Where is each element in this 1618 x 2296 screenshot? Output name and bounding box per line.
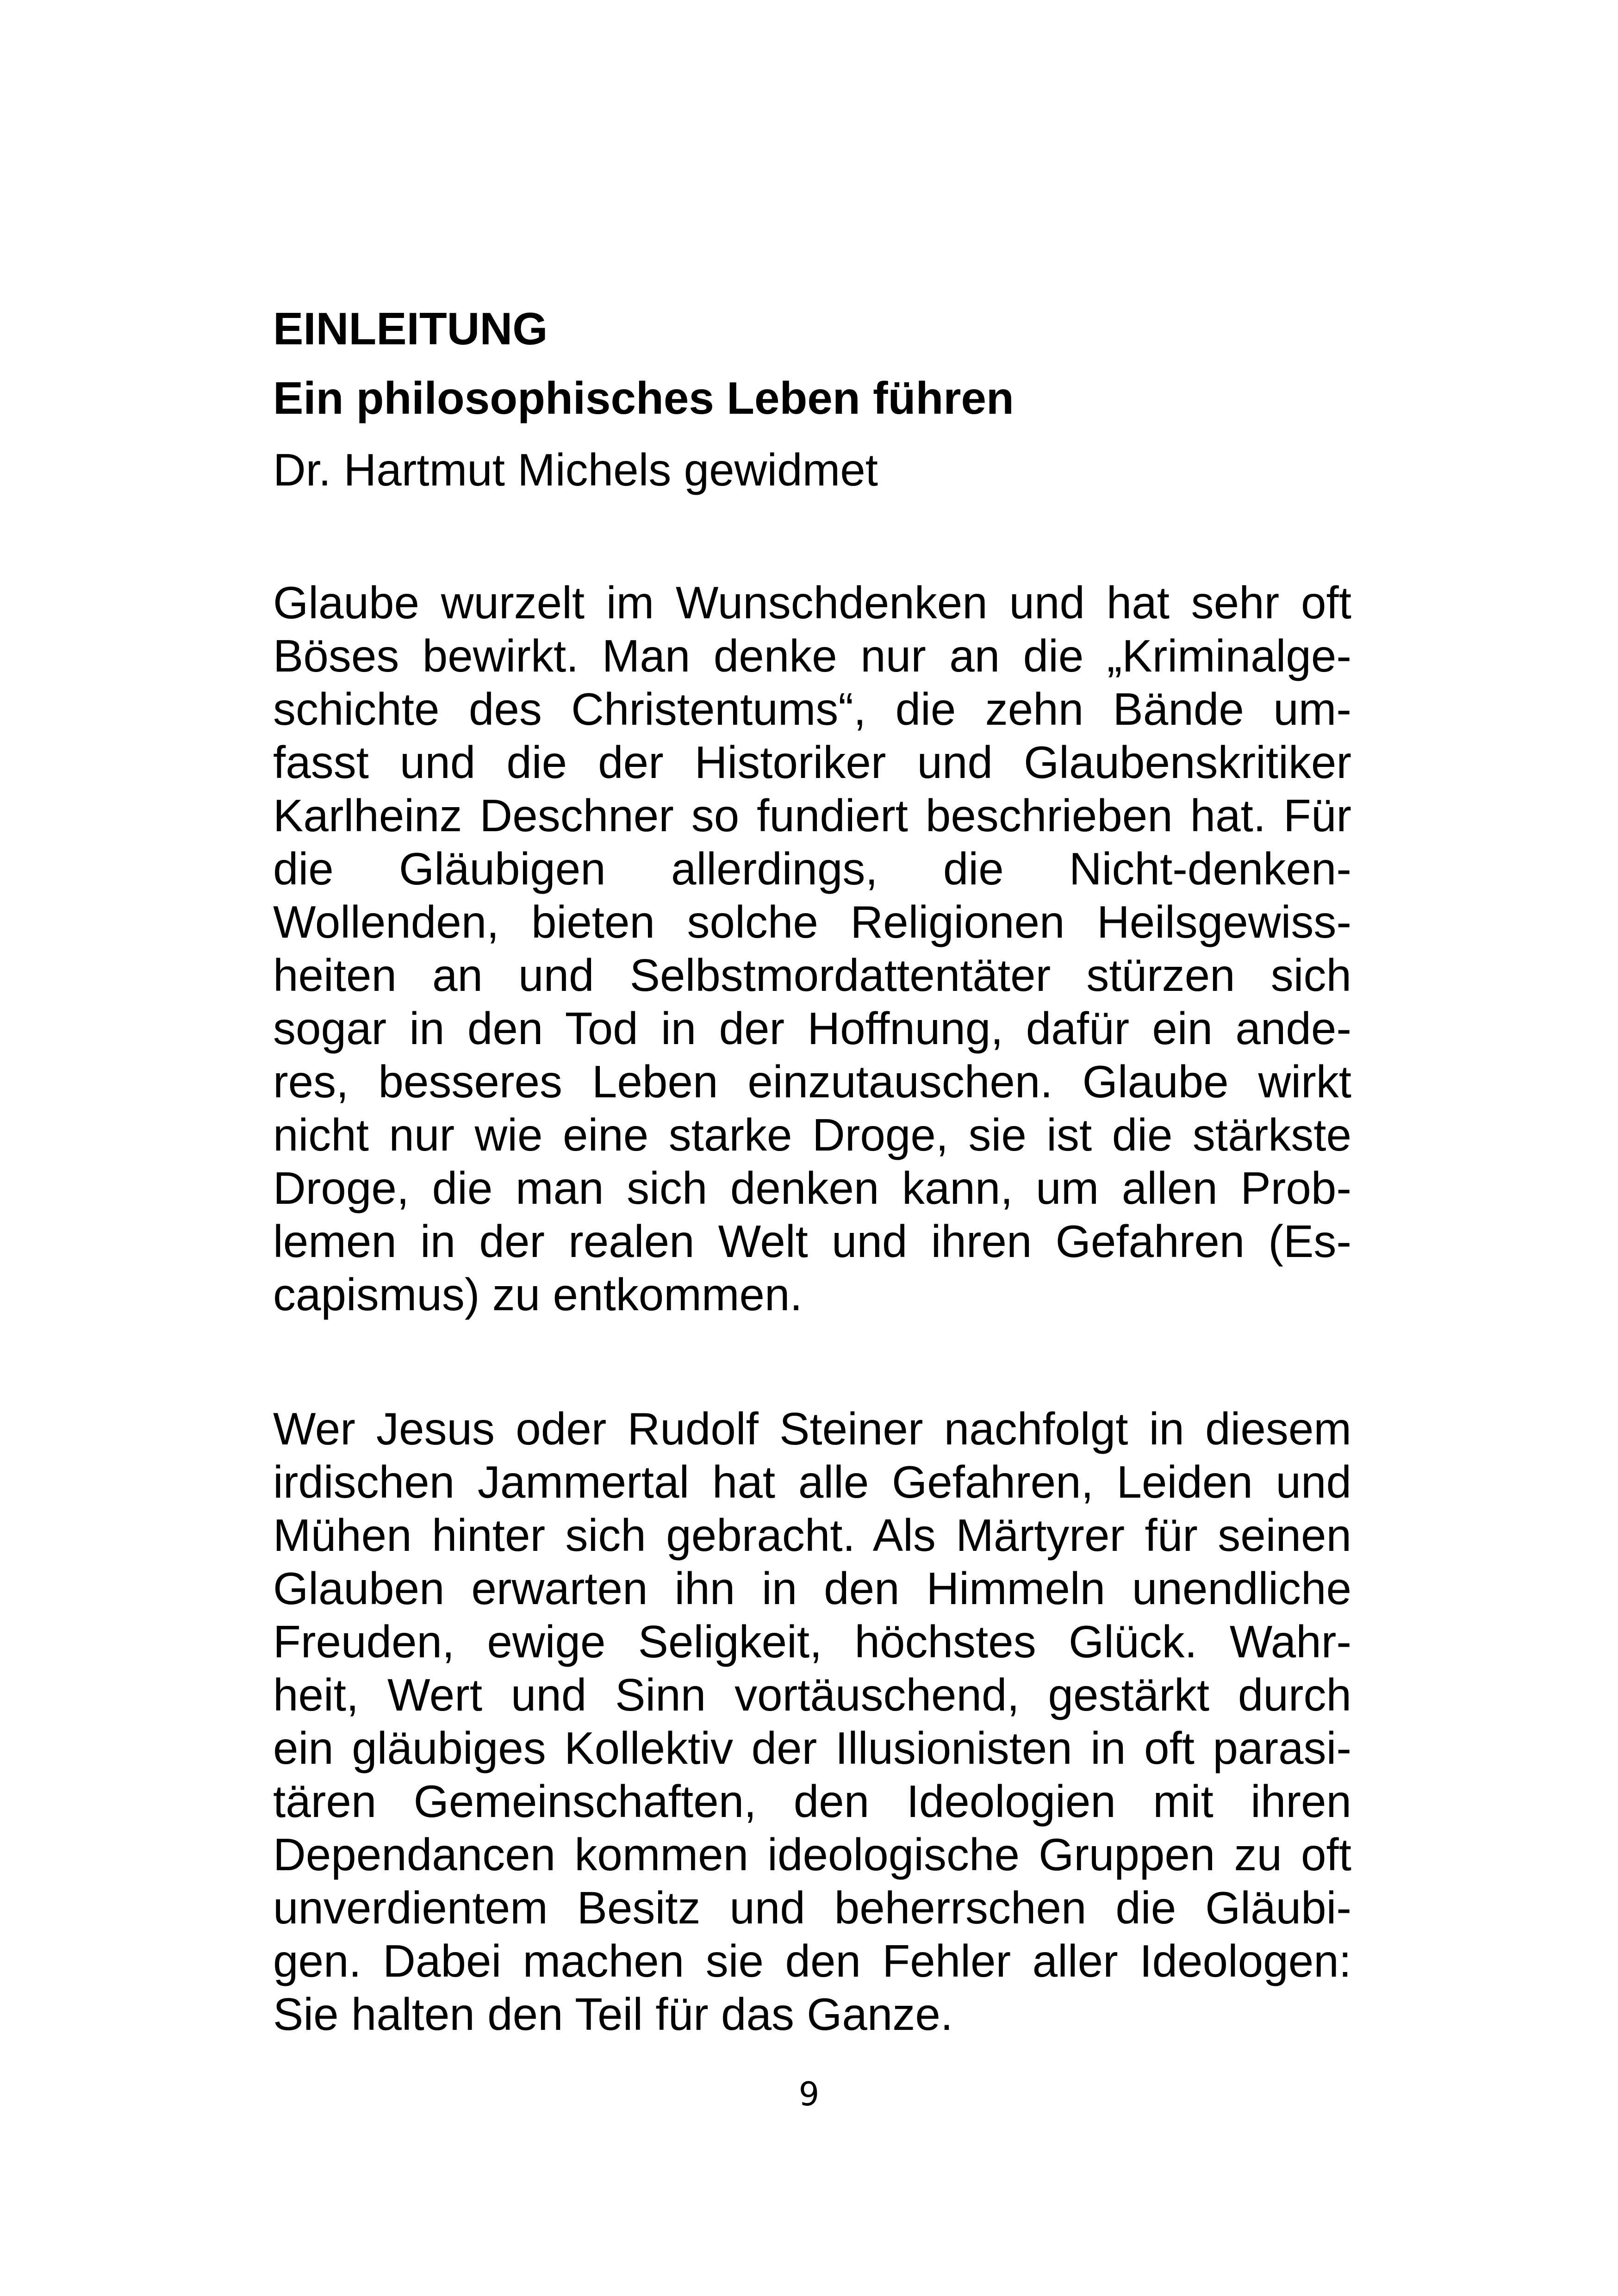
paragraph-line: capismus) zu entkommen. — [273, 1269, 803, 1320]
paragraph-line: nicht nur wie eine starke Droge, sie ist die stärkste — [273, 1109, 1351, 1160]
paragraph-line: Wollenden, bieten solche Religionen Heilsgewiss- — [273, 896, 1351, 947]
paragraph-line: heit, Wert und Sinn vortäuschend, gestärkt durch — [273, 1669, 1351, 1720]
paragraph-line: Glaube wurzelt im Wunschdenken und hat sehr oft — [273, 577, 1351, 628]
paragraph-line: ein gläubiges Kollektiv der Illusionisten in oft parasi- — [273, 1723, 1351, 1773]
paragraph-line: Karlheinz Deschner so fundiert beschrieben hat. Für — [273, 790, 1351, 841]
paragraph-line: res, besseres Leben einzutauschen. Glaube wirkt — [273, 1056, 1351, 1107]
paragraph-line: die Gläubigen allerdings, die Nicht-denken- — [273, 843, 1351, 894]
paragraph-line: irdischen Jammertal hat alle Gefahren, Leiden und — [273, 1456, 1351, 1507]
paragraph-line: Droge, die man sich denken kann, um allen Prob- — [273, 1163, 1351, 1213]
paragraph-line: Dependancen kommen ideologische Gruppen zu oft — [273, 1829, 1351, 1880]
paragraph-line: Freuden, ewige Seligkeit, höchstes Glück. Wahr- — [273, 1616, 1351, 1667]
paragraph-line: lemen in der realen Welt und ihren Gefahren (Es- — [273, 1216, 1351, 1267]
dedication: Dr. Hartmut Michels gewidmet — [273, 444, 878, 495]
paragraph-line: Mühen hinter sich gebracht. Als Märtyrer für seinen — [273, 1510, 1351, 1561]
page-number: 9 — [798, 2075, 820, 2113]
paragraph-line: schichte des Christentums“, die zehn Bände um- — [273, 684, 1351, 734]
body-paragraph-1 — [273, 576, 1351, 1321]
paragraph-line: Böses bewirkt. Man denke nur an die „Kriminalge- — [273, 630, 1351, 681]
paragraph-line: Wer Jesus oder Rudolf Steiner nachfolgt in diesem — [273, 1403, 1351, 1454]
paragraph-line: sogar in den Tod in der Hoffnung, dafür ein ande- — [273, 1003, 1351, 1054]
paragraph-line: Glauben erwarten ihn in den Himmeln unendliche — [273, 1563, 1351, 1614]
chapter-label: EINLEITUNG — [273, 303, 548, 354]
paragraph-line: Sie halten den Teil für das Ganze. — [273, 1989, 953, 2040]
paragraph-line: unverdientem Besitz und beherrschen die Gläubi- — [273, 1882, 1351, 1933]
paragraph-line: fasst und die der Historiker und Glaubenskritiker — [273, 737, 1351, 788]
chapter-title: Ein philosophisches Leben führen — [273, 373, 1014, 423]
body-paragraph-2 — [273, 1402, 1351, 2041]
paragraph-line: heiten an und Selbstmordattentäter stürzen sich — [273, 950, 1351, 1001]
paragraph-line: tären Gemeinschaften, den Ideologien mit ihren — [273, 1776, 1351, 1827]
paragraph-line: gen. Dabei machen sie den Fehler aller Ideologen: — [273, 1935, 1351, 1986]
